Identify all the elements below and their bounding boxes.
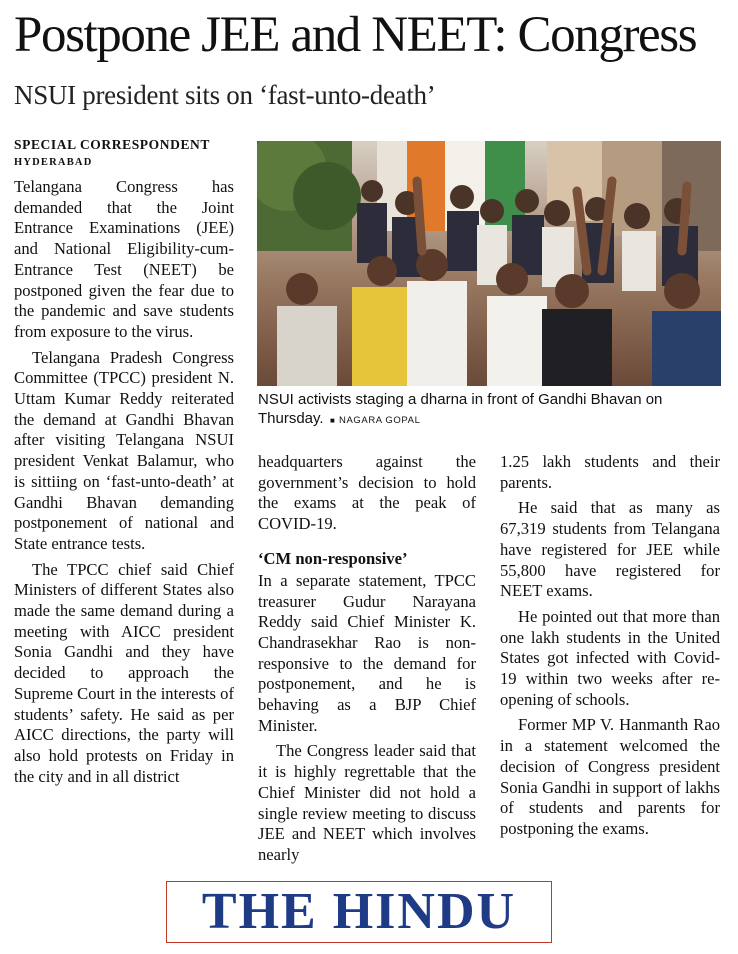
masthead-text: THE HINDU: [201, 883, 517, 940]
paragraph: He pointed out that more than one lakh students in the United States got infected with Covid-19 within two weeks after re-opening of schools.: [500, 606, 720, 709]
paragraph: The TPCC chief said Chief Ministers of different States also made the same demand during a meeting with AICC president Sonia Gandhi and they have decided to approach the Supreme Court in the interests of students’ safety. He said as per AICC directions, the party will also hold protests on Friday in the city and in all district: [14, 559, 234, 786]
photo-caption: [258, 390, 718, 430]
section-subhead: ‘CM non-responsive’: [258, 548, 408, 568]
headline: Postpone JEE and NEET: Congress: [14, 7, 697, 63]
protest-photo-image: [257, 141, 721, 386]
byline: SPECIAL CORRESPONDENT: [14, 137, 211, 152]
paragraph: Telangana Congress has demanded that the Joint Entrance Examinations (JEE) and National Eligibility-cum-Entrance Test (NEET) be postponed given the fear due to the pandemic and save students from exposure to the virus.: [14, 177, 234, 341]
paragraph: Telangana Pradesh Congress Committee (TPCC) president N. Uttam Kumar Reddy reiterated the demand at Gandhi Bhavan after visiting Telangana NSUI president Venkat Balamur, who is sittiing on ‘fast-unto-death’ at Gandhi Bhavan demanding postponement of national and State entrance tests.: [14, 347, 234, 553]
paragraph: headquarters against the government’s decision to hold the exams at the peak of COVID-19.: [258, 452, 476, 534]
newspaper-masthead-logo: [166, 881, 552, 943]
credit-marker-icon: ■: [327, 416, 335, 425]
paragraph: 1.25 lakh students and their parents.: [500, 452, 720, 492]
subheadline: NSUI president sits on ‘fast-unto-death’: [14, 80, 436, 110]
photo-credit: NAGARA GOPAL: [339, 415, 421, 426]
news-photo: [257, 141, 721, 386]
paragraph: He said that as many as 67,319 students from Telangana have registered for JEE while 55,800 have registered for NEET exams.: [500, 498, 720, 601]
paragraph: In a separate statement, TPCC treasurer Gudur Narayana Reddy said Chief Minister K. Chandrasekhar Rao is non-responsive to the demand for postponement, and he is behaving as a BJP Chief Minister.: [258, 570, 476, 735]
article-column-1: [14, 177, 234, 787]
paragraph: The Congress leader said that it is highly regrettable that the Chief Minister did not hold a single review meeting to discuss JEE and NEET which involves nearly: [258, 741, 476, 864]
paragraph: Former MP V. Hanmanth Rao in a statement welcomed the decision of Congress president Sonia Gandhi in support of lakhs of students and parents for postponing the exams.: [500, 715, 720, 838]
article-column-3: [500, 452, 720, 840]
caption-text: NSUI activists staging a dharna in front of Gandhi Bhavan on Thursday.: [258, 391, 663, 427]
dateline: HYDERABAD: [14, 157, 93, 168]
article-column-2: [258, 452, 476, 866]
